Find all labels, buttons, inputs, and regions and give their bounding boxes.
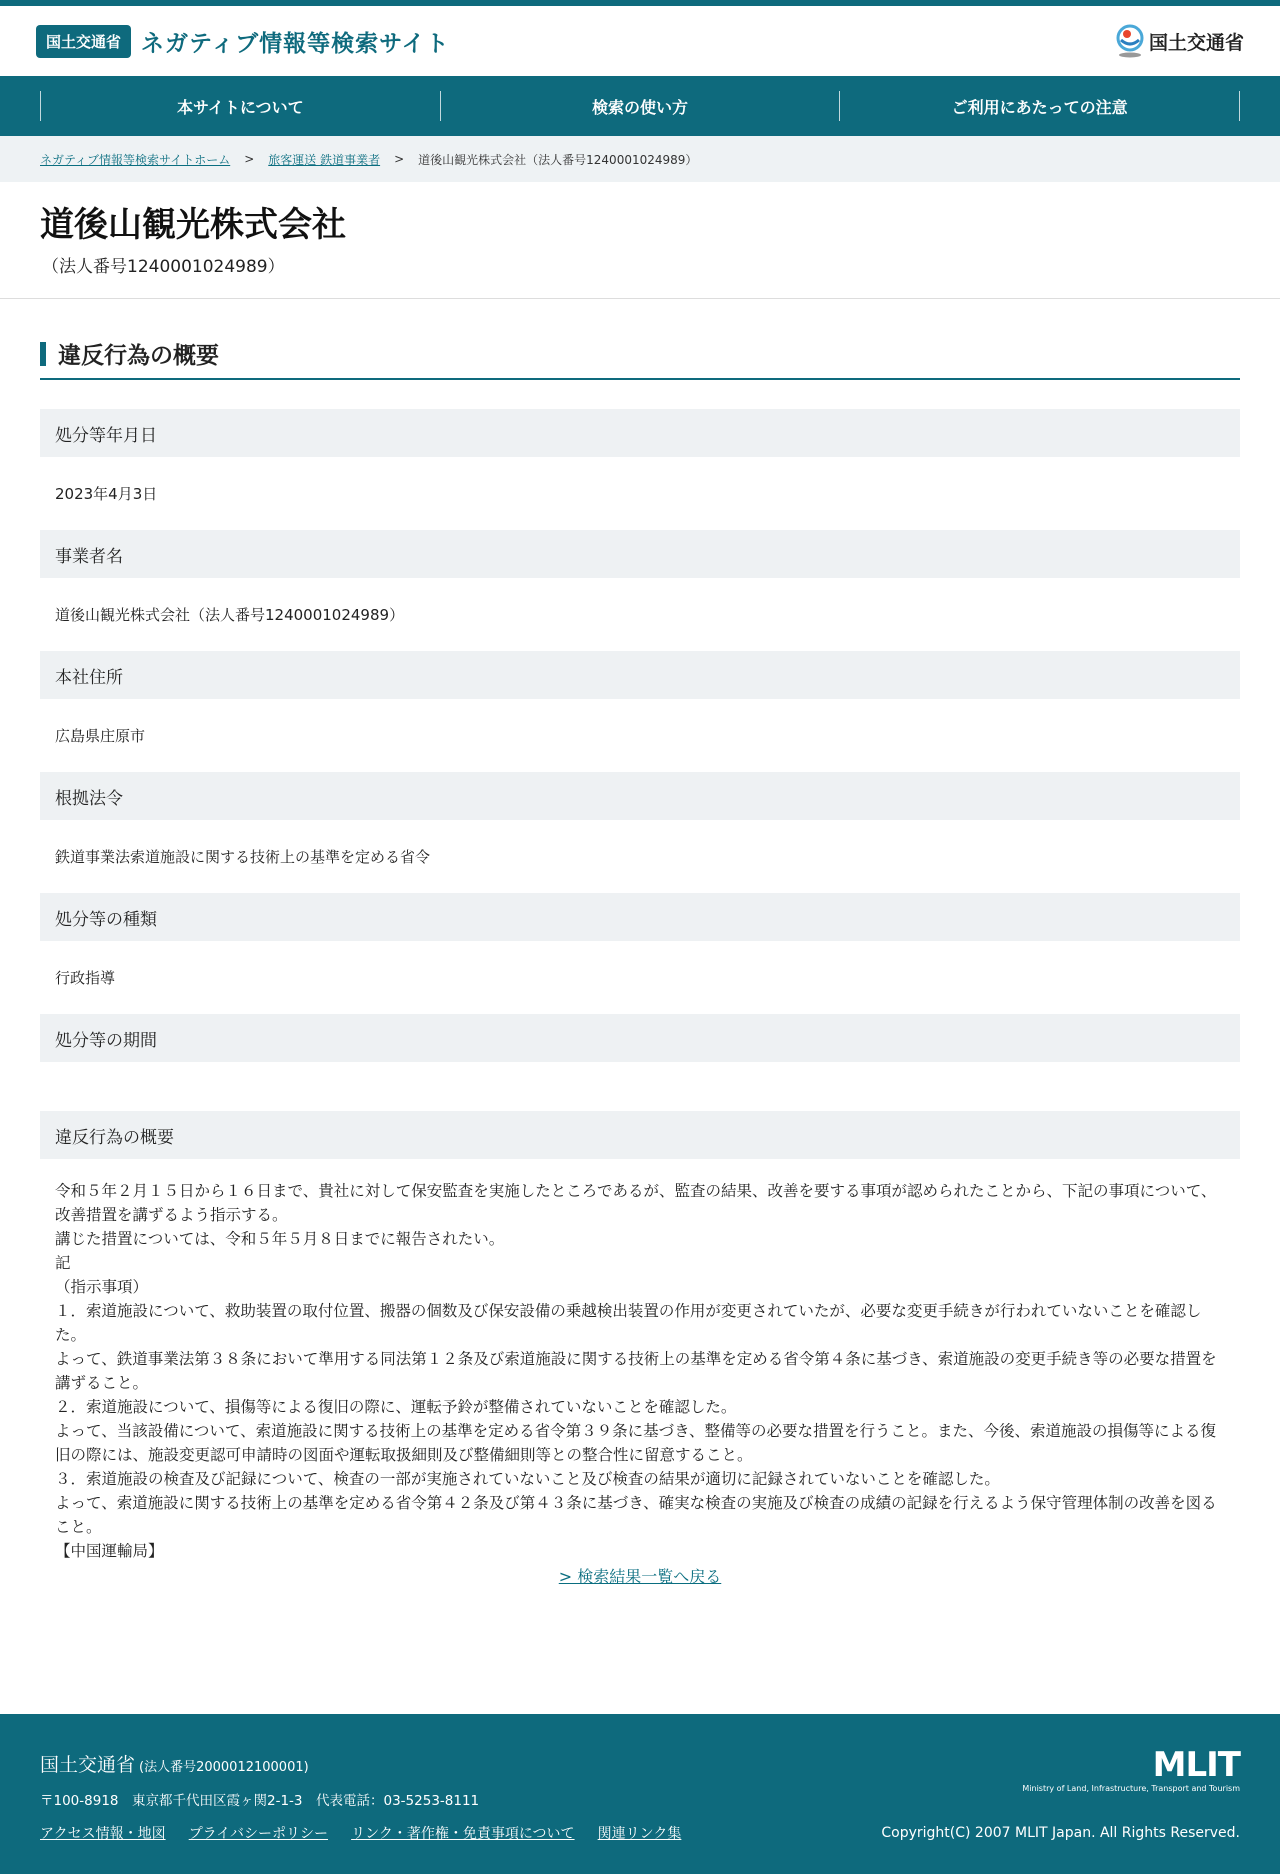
breadcrumb-separator: > <box>244 152 255 166</box>
section-heading <box>40 337 1240 380</box>
field-value-legal-basis: 鉄道事業法索道施設に関する技術上の基準を定める省令 <box>55 848 431 866</box>
breadcrumb-separator: > <box>394 152 405 166</box>
nav-item-how-to-search[interactable]: 検索の使い方 <box>440 91 840 121</box>
footer-link-access[interactable]: アクセス情報・地図 <box>40 1826 166 1842</box>
footer-links <box>40 1823 699 1843</box>
field-label-disposition-type: 処分等の種類 <box>40 893 1240 941</box>
field-value-operator-name: 道後山観光株式会社（法人番号1240001024989） <box>55 606 405 624</box>
field-value-disposition-date: 2023年4月3日 <box>55 485 158 503</box>
field-value-head-office: 広島県庄原市 <box>55 727 146 745</box>
footer-corporate-number: (法人番号2000012100001) <box>139 1760 309 1775</box>
ministry-logo[interactable] <box>1115 24 1244 58</box>
back-link-container <box>40 1564 1240 1587</box>
ministry-badge: 国土交通省 <box>36 25 131 58</box>
site-header <box>0 6 1280 76</box>
violation-summary-text: 令和５年２月１５日から１６日まで、貴社に対して保安監査を実施したところであるが、監査の結果、改善を要する事項が認められたことから、下記の事項について、改善措置を講ずるよう指示する。 講じた措置については、令和５年５月８日までに報告されたい。 記 （指示事項） １．索道施設について、救助装置の取付位置、搬器の個数及び保安設備の乗越検出装置の作用が変更されていたが、必要な変更手続きが行われていないことを確認した。 よって、鉄道事業法第３８条において準用する同法第１２条及び索道施設に関する技術上の基準を定める省令第４条に基づき、索道施設の変更手続き等の必要な措置を講ずること。 ２．索道施設について、損傷等による復旧の際に、運転予鈴が整備されていないことを確認した。 よって、当該設備について、索道施設に関する技術上の基準を定める省令第３９条に基づき、整備等の必要な措置を行うこと。また、今後、索道施設の損傷等による復旧の際には、施設変更認可申請時の図面や運転取扱細則及び整備細則等との整合性に留意すること。 ３．索道施設の検査及び記録について、検査の一部が実施されていないこと及び検査の結果が適切に記録されていないことを確認した。 よって、索道施設に関する技術上の基準を定める省令第４２条及び第４３条に基づき、確実な検査の実施及び検査の成績の記録を行えるよう保守管理体制の改善を図ること。 【中国運輸局】 <box>55 1182 1217 1560</box>
field-label-legal-basis: 根拠法令 <box>40 772 1240 820</box>
back-to-results-link[interactable]: > 検索結果一覧へ戻る <box>558 1567 722 1586</box>
main-content <box>0 299 1280 1587</box>
footer-address: 〒100-8918 東京都千代田区霞ヶ関2-1-3 代表電話：03-5253-8111 <box>40 1793 480 1809</box>
breadcrumb <box>0 136 1280 182</box>
section-heading-text: 違反行為の概要 <box>58 343 219 369</box>
ministry-emblem-icon <box>1115 24 1145 58</box>
nav-item-about[interactable]: 本サイトについて <box>40 91 440 121</box>
footer-link-related[interactable]: 関連リンク集 <box>597 1826 682 1842</box>
footer-ministry <box>40 1750 479 1777</box>
field-label-disposition-period: 処分等の期間 <box>40 1014 1240 1062</box>
mlit-logo-subtitle: Ministry of Land, Infrastructure, Transport and Tourism <box>1022 1784 1240 1793</box>
footer-link-privacy[interactable]: プライバシーポリシー <box>188 1826 328 1842</box>
main-nav <box>0 76 1280 136</box>
ministry-name: 国土交通省 <box>1148 31 1244 54</box>
heading-accent-bar <box>40 342 46 366</box>
site-footer <box>0 1714 1280 1874</box>
field-label-head-office: 本社住所 <box>40 651 1240 699</box>
field-value-disposition-type: 行政指導 <box>55 969 116 987</box>
breadcrumb-current: 道後山観光株式会社（法人番号1240001024989） <box>418 152 698 167</box>
copyright: Copyright(C) 2007 MLIT Japan. All Rights Reserved. <box>881 1825 1240 1841</box>
breadcrumb-category-link[interactable]: 旅客運送 鉄道事業者 <box>268 152 381 167</box>
mlit-logo[interactable] <box>1022 1745 1240 1793</box>
mlit-logo-mark: MLIT <box>1152 1745 1240 1785</box>
footer-link-copyright[interactable]: リンク・著作権・免責事項について <box>351 1826 575 1842</box>
footer-ministry-name: 国土交通省 <box>40 1754 136 1776</box>
nav-item-usage-notes[interactable]: ご利用にあたっての注意 <box>839 91 1240 121</box>
company-corporate-number: （法人番号1240001024989） <box>42 257 285 277</box>
site-title: ネガティブ情報等検索サイト <box>141 30 450 57</box>
page-title: 道後山観光株式会社 <box>40 205 346 245</box>
company-title-block <box>0 182 1280 299</box>
field-label-violation-summary: 違反行為の概要 <box>40 1111 1240 1159</box>
site-brand[interactable] <box>36 25 450 58</box>
field-value-disposition-period <box>40 1062 1240 1111</box>
breadcrumb-home-link[interactable]: ネガティブ情報等検索サイトホーム <box>40 152 231 167</box>
field-label-disposition-date: 処分等年月日 <box>40 409 1240 457</box>
field-label-operator-name: 事業者名 <box>40 530 1240 578</box>
